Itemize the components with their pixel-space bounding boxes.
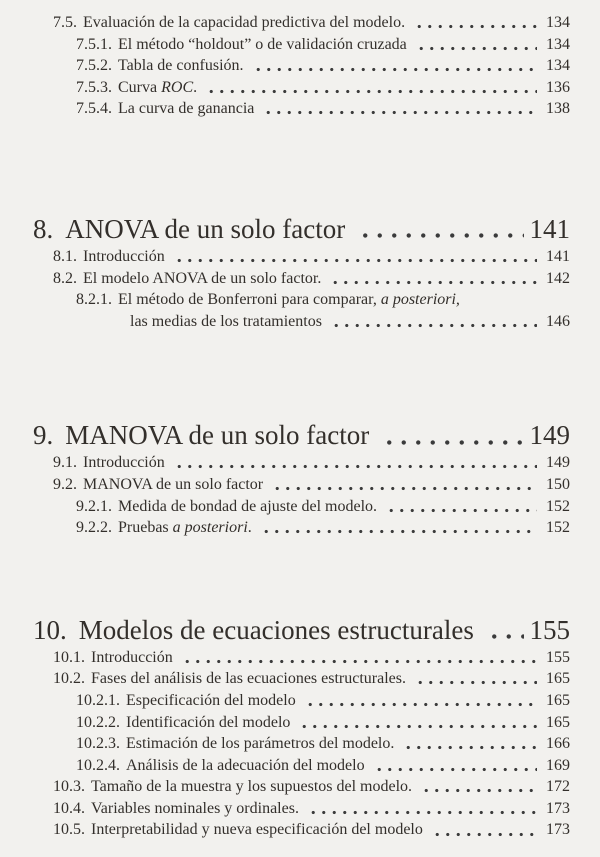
entry-page-number: 149 — [529, 420, 570, 451]
entry-label-part: La curva de ganancia — [118, 100, 255, 118]
entry-label-part: Evaluación de la capacidad predictiva del modelo. — [83, 14, 406, 31]
dot-leader — [328, 268, 537, 290]
entry-number: 7.5. — [53, 14, 77, 31]
toc-entry — [53, 474, 570, 496]
entry-number: 9.2.2. — [76, 519, 112, 537]
dot-leader — [379, 418, 524, 452]
dot-leader — [303, 690, 537, 712]
entry-label — [118, 34, 407, 56]
entry-number: 9.1. — [53, 454, 77, 472]
entry-label-italic-part: ROC — [161, 78, 194, 96]
dot-leader — [259, 517, 537, 539]
dot-leader — [270, 474, 537, 496]
entry-label — [126, 712, 290, 734]
entry-page-number: 169 — [546, 756, 570, 774]
entry-label — [83, 474, 263, 496]
toc-entry — [76, 517, 570, 539]
toc-section — [28, 212, 570, 332]
entry-label — [83, 246, 165, 268]
toc-entry — [76, 496, 570, 518]
entry-page-number: 149 — [546, 454, 570, 472]
toc-entry — [53, 12, 570, 34]
entry-label — [91, 668, 406, 690]
entry-label-part: Análisis de la adecuación del modelo — [126, 756, 365, 774]
entry-page-number: 152 — [546, 497, 570, 515]
entry-label — [118, 496, 377, 518]
entry-label-part: Introducción — [83, 247, 165, 265]
entry-number: 7.5.3. — [76, 78, 112, 96]
entry-number: 8. — [33, 213, 54, 244]
dot-leader — [484, 613, 524, 647]
entry-page-number: 173 — [546, 821, 570, 839]
dot-leader — [261, 98, 537, 120]
entry-label — [91, 647, 173, 669]
toc-entry — [53, 776, 570, 798]
toc-entry — [76, 289, 570, 311]
entry-number: 8.2.1. — [76, 291, 112, 309]
entry-label — [118, 98, 254, 120]
entry-page-number: 150 — [546, 475, 570, 493]
entry-page-number: 134 — [546, 35, 570, 53]
entry-label-part: El método “holdout” o de validación cruzada — [118, 35, 407, 53]
entry-label — [130, 311, 322, 333]
toc-entry — [53, 647, 570, 669]
entry-number: 9.2. — [53, 475, 77, 493]
dot-leader — [384, 496, 537, 518]
toc-entry — [76, 733, 570, 755]
entry-label-part: Interpretabilidad y nueva especificación del modelo — [91, 821, 423, 839]
dot-leader — [401, 733, 537, 755]
entry-label-italic-part: a posteriori, — [380, 291, 460, 309]
entry-label-part: . — [193, 78, 198, 96]
entry-page-number: 134 — [546, 14, 570, 31]
toc-chapter-entry — [33, 418, 570, 452]
toc-entry — [76, 755, 570, 777]
entry-label — [91, 819, 423, 841]
entry-page-number: 146 — [546, 312, 570, 330]
dot-leader — [414, 34, 537, 56]
dot-leader — [412, 12, 537, 34]
toc-entry — [76, 34, 570, 56]
entry-page-number: 165 — [546, 670, 570, 688]
entry-label — [126, 733, 394, 755]
entry-number: 10. — [33, 614, 67, 645]
entry-page-number: 172 — [546, 778, 570, 796]
entry-label-part: Modelos de ecuaciones estructurales — [78, 614, 474, 645]
entry-number: 7.5.2. — [76, 57, 112, 75]
entry-label — [118, 289, 460, 311]
entry-number: 8.2. — [53, 269, 77, 287]
toc-entry — [53, 798, 570, 820]
toc-entry — [76, 77, 570, 99]
entry-page-number: 142 — [546, 269, 570, 287]
entry-label — [83, 452, 165, 474]
entry-number: 7.5.4. — [76, 100, 112, 118]
dot-leader — [251, 55, 537, 77]
entry-number: 10.1. — [53, 648, 85, 666]
entry-number: 10.2.1. — [76, 691, 120, 709]
entry-label-part: Fases del análisis de las ecuaciones estructurales. — [91, 670, 406, 688]
entry-number: 8.1. — [53, 247, 77, 265]
dot-leader — [204, 77, 537, 99]
entry-label — [118, 517, 252, 539]
entry-label — [83, 268, 321, 290]
entry-number: 10.2.2. — [76, 713, 120, 731]
entry-number: 10.3. — [53, 778, 85, 796]
entry-label-part: Identificación del modelo — [126, 713, 291, 731]
toc-section — [28, 613, 570, 841]
entry-label-part: Especificación del modelo — [126, 691, 296, 709]
dot-leader — [413, 668, 537, 690]
entry-label-part: Tabla de confusión. — [118, 57, 244, 75]
entry-label-part: . — [247, 519, 252, 537]
entry-number: 9.2.1. — [76, 497, 112, 515]
entry-number: 7.5.1. — [76, 35, 112, 53]
entry-label-part: Variables nominales y ordinales. — [91, 799, 299, 817]
entry-number: 10.2.3. — [76, 735, 120, 753]
dot-leader — [297, 712, 537, 734]
entry-page-number: 134 — [546, 57, 570, 75]
entry-number: 9. — [33, 420, 54, 451]
entry-label-part: Tamaño de la muestra y los supuestos del modelo. — [91, 778, 413, 796]
entry-label — [118, 55, 244, 77]
toc-section — [28, 12, 570, 120]
entry-page-number: 165 — [546, 691, 570, 709]
entry-label-part: Introducción — [91, 648, 173, 666]
toc-entry — [76, 712, 570, 734]
entry-number: 10.2. — [53, 670, 85, 688]
toc-entry — [76, 55, 570, 77]
dot-leader — [172, 246, 537, 268]
entry-page-number: 155 — [529, 614, 570, 645]
entry-label-part: Curva — [118, 78, 162, 96]
toc-section — [28, 418, 570, 538]
entry-label-part: Medida de bondad de ajuste del modelo. — [118, 497, 378, 515]
entry-page-number: 166 — [546, 735, 570, 753]
toc-entry — [53, 268, 570, 290]
entry-number: 10.2.4. — [76, 756, 120, 774]
entry-label-part: El método de Bonferroni para comparar, — [118, 291, 381, 309]
dot-leader — [355, 212, 524, 246]
entry-number: 10.5. — [53, 821, 85, 839]
dot-leader — [430, 819, 537, 841]
entry-label-part: las medias de los tratamientos — [130, 312, 322, 330]
entry-label — [118, 77, 197, 99]
entry-label-part: MANOVA de un solo factor — [83, 475, 264, 493]
entry-label-part: MANOVA de un solo factor — [65, 420, 370, 451]
entry-label — [126, 755, 365, 777]
toc-chapter-entry — [33, 613, 570, 647]
entry-label — [83, 12, 405, 34]
entry-label — [91, 776, 412, 798]
dot-leader — [329, 311, 537, 333]
dot-leader — [419, 776, 537, 798]
entry-page-number: 152 — [546, 519, 570, 537]
entry-label — [91, 798, 299, 820]
toc-entry — [53, 246, 570, 268]
entry-label — [65, 418, 369, 452]
dot-leader — [172, 452, 537, 474]
entry-label — [79, 613, 474, 647]
entry-label-part: ANOVA de un solo factor — [65, 213, 346, 244]
toc-entry — [76, 690, 570, 712]
dot-leader — [372, 755, 537, 777]
entry-label-italic-part: a posteriori — [172, 519, 248, 537]
entry-label-part: Introducción — [83, 454, 165, 472]
entry-page-number: 141 — [546, 247, 570, 265]
entry-label-part: Pruebas — [118, 519, 173, 537]
toc-entry — [53, 452, 570, 474]
entry-label — [65, 212, 345, 246]
entry-label — [126, 690, 296, 712]
entry-page-number: 136 — [546, 78, 570, 96]
toc-chapter-entry — [33, 212, 570, 246]
entry-label-part: El modelo ANOVA de un solo factor. — [83, 269, 322, 287]
dot-leader — [306, 798, 537, 820]
toc-entry — [76, 98, 570, 120]
entry-page-number: 141 — [529, 213, 570, 244]
dot-leader — [180, 647, 537, 669]
entry-label-part: Estimación de los parámetros del modelo. — [126, 735, 395, 753]
toc-entry — [130, 311, 570, 333]
entry-page-number: 138 — [546, 100, 570, 118]
entry-page-number: 165 — [546, 713, 570, 731]
toc-entry — [53, 668, 570, 690]
entry-page-number: 173 — [546, 799, 570, 817]
entry-number: 10.4. — [53, 799, 85, 817]
toc-entry — [53, 819, 570, 841]
entry-page-number: 155 — [546, 648, 570, 666]
